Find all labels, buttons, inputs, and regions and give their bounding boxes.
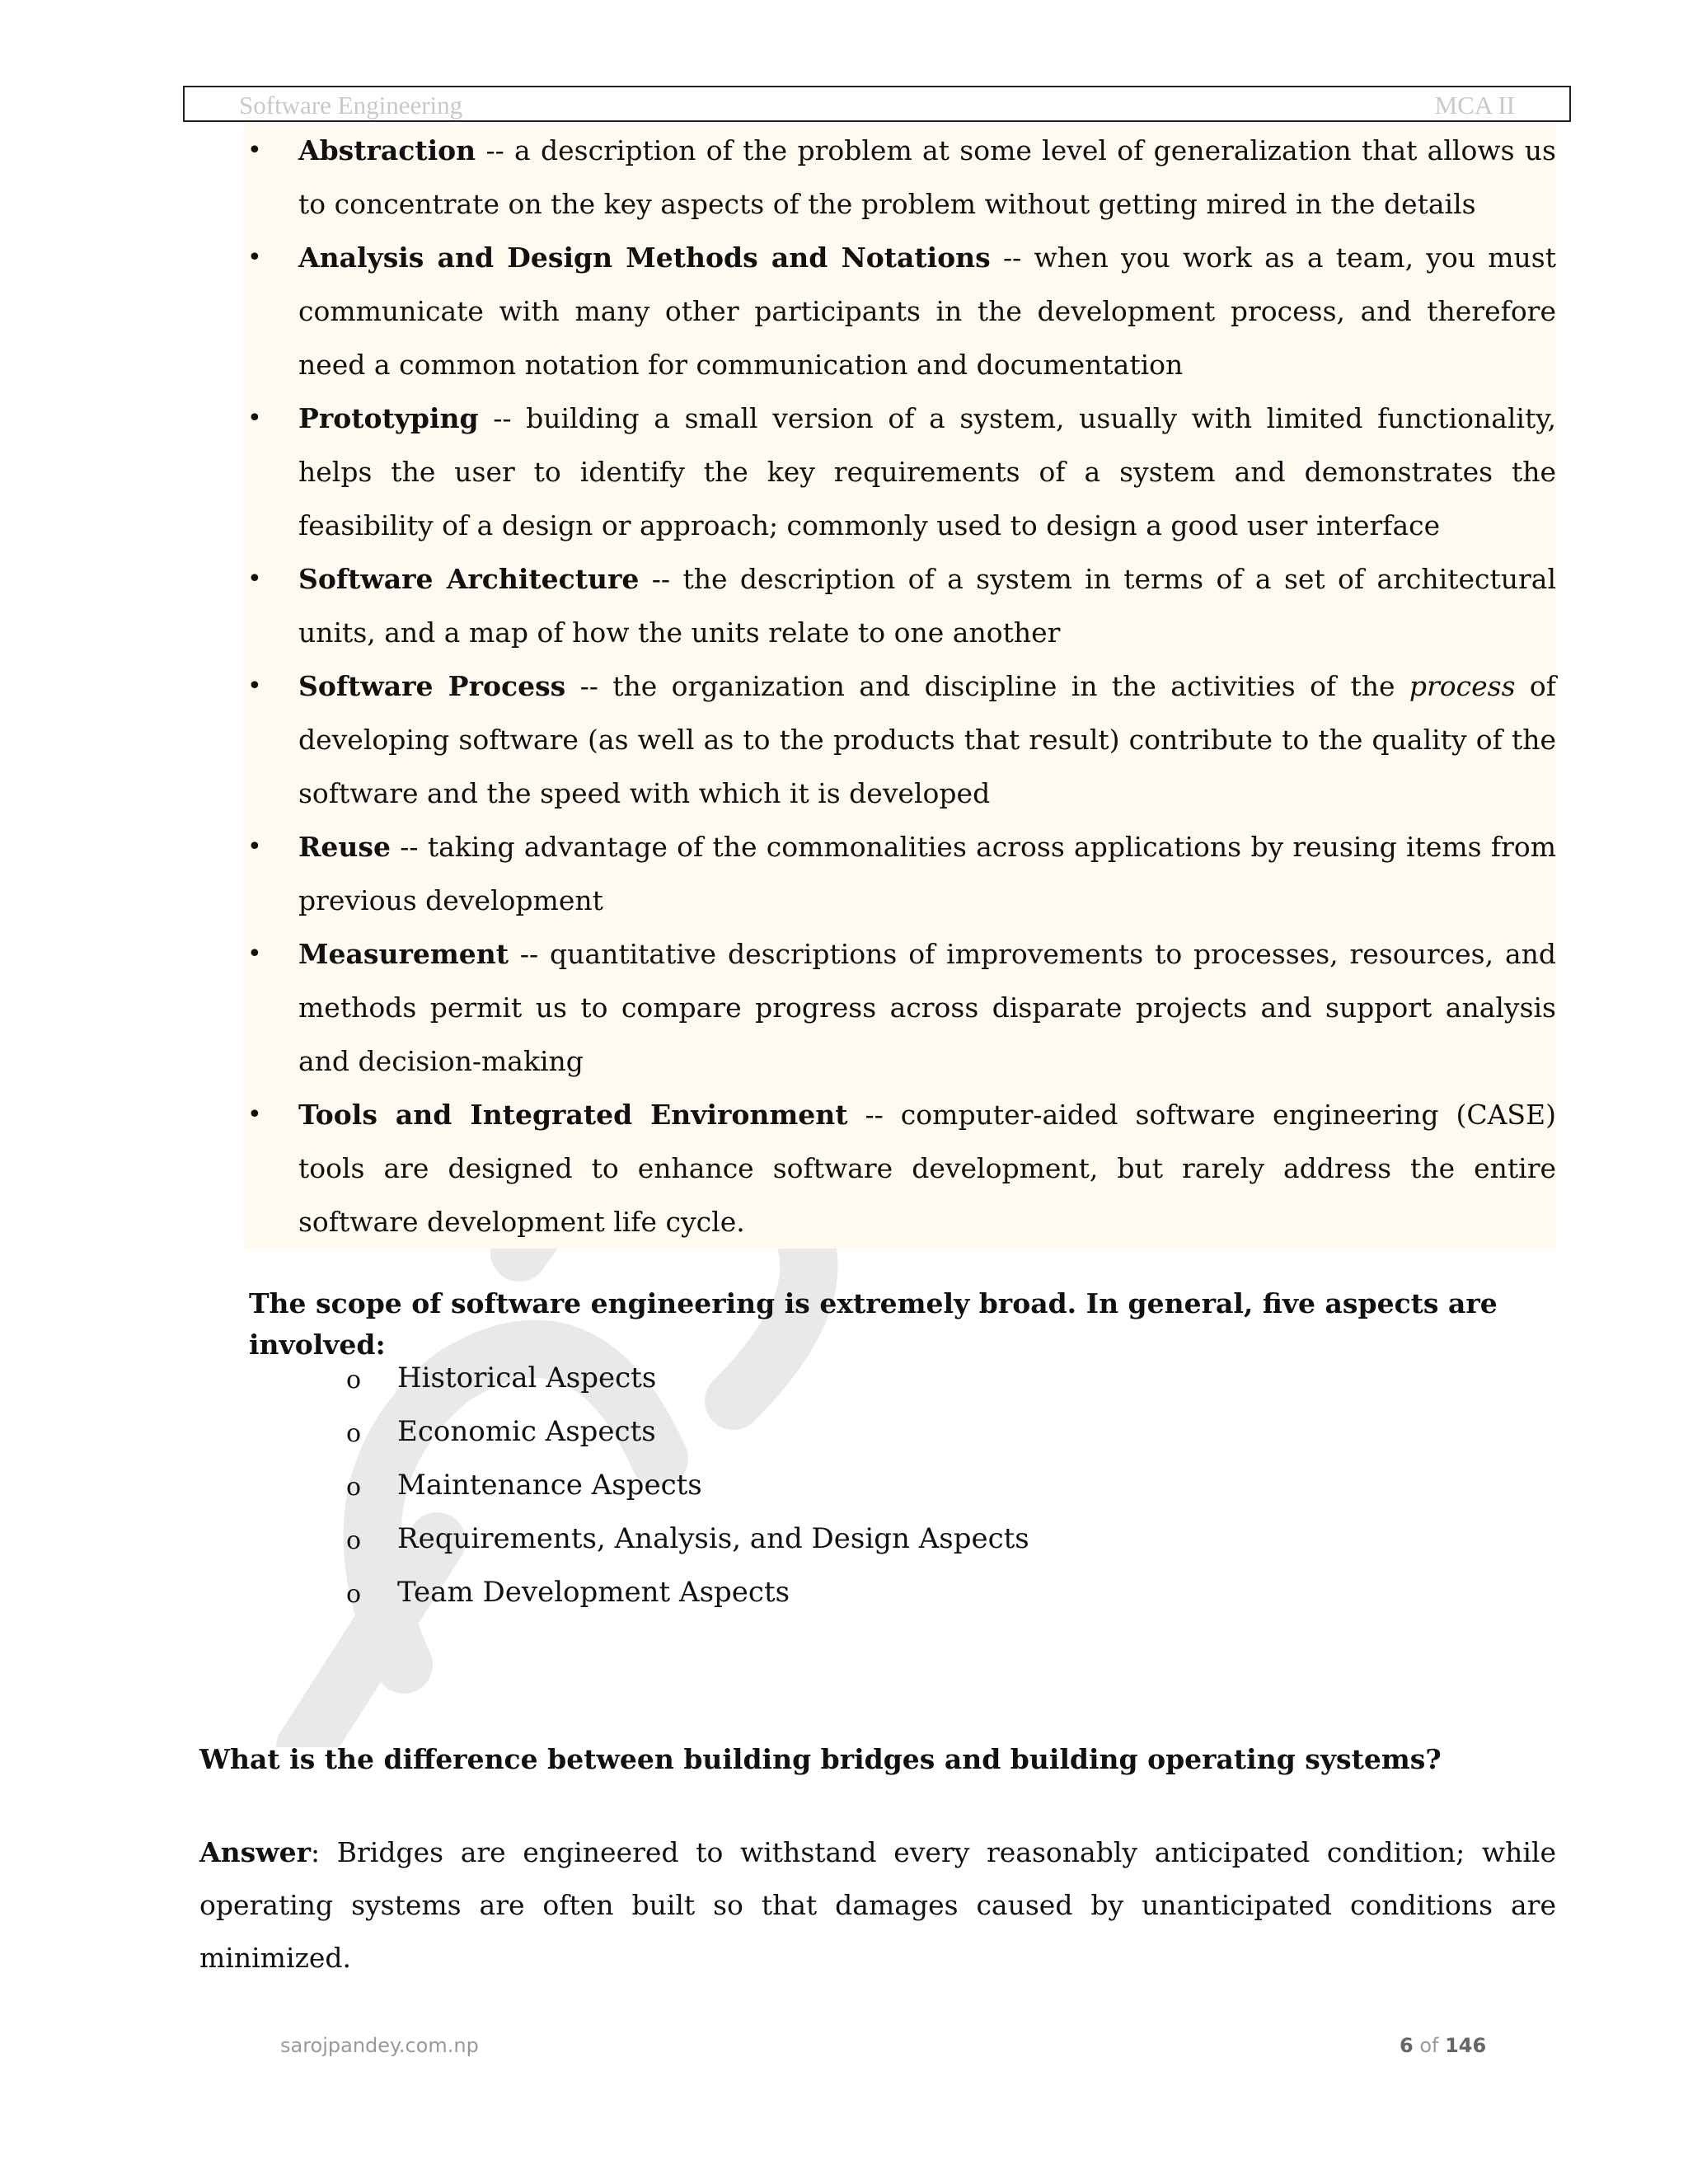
aspect-label: Team Development Aspects: [397, 1576, 790, 1609]
list-item: [244, 552, 1556, 659]
term: Analysis and Design Methods and Notations: [298, 241, 991, 274]
concepts-list: [244, 124, 1556, 1249]
list-item: [346, 1459, 1029, 1512]
description: taking advantage of the commonalities across applications by reusing items from previous development: [298, 831, 1557, 916]
description: the organization and discipline in the activities of the: [612, 670, 1409, 702]
circle-bullet-icon: o: [346, 1526, 362, 1555]
description: a description of the problem at some level of generalization that allows us to concentrate on the key aspects of the problem without getting mired in the details: [298, 134, 1556, 220]
circle-bullet-icon: o: [346, 1580, 362, 1609]
bullet-icon: •: [247, 1100, 262, 1129]
description: the description of a system in terms of a set of architectural units, and a map of how the units relate to one another: [298, 563, 1557, 649]
footer-site: sarojpandey.com.np: [280, 2034, 479, 2057]
bullet-icon: •: [247, 565, 262, 593]
list-item: [244, 124, 1556, 231]
list-item: [346, 1405, 1029, 1459]
page-number: [1400, 2034, 1486, 2057]
list-item: [244, 391, 1556, 552]
description: quantitative descriptions of improvements to processes, resources, and methods permit us to compare progress across disparate projects and support analysis and decision-making: [298, 938, 1556, 1077]
circle-bullet-icon: o: [346, 1473, 362, 1502]
description-emphasis: process: [1409, 670, 1516, 702]
current-page: 6: [1400, 2034, 1414, 2057]
term: Abstraction: [298, 134, 476, 166]
aspect-label: Requirements, Analysis, and Design Aspects: [397, 1522, 1029, 1555]
bullet-icon: •: [247, 832, 262, 861]
header-course-title: Software Engineering: [239, 91, 463, 120]
term: Tools and Integrated Environment: [298, 1099, 848, 1131]
list-item: [346, 1566, 1029, 1619]
separator: --: [847, 1099, 901, 1131]
aspect-label: Economic Aspects: [397, 1415, 656, 1448]
bullet-icon: •: [247, 672, 262, 701]
bullet-icon: •: [247, 243, 262, 272]
list-item: [244, 659, 1556, 820]
page-of-label: of: [1413, 2034, 1446, 2057]
term: Reuse: [298, 831, 391, 863]
term: Prototyping: [298, 402, 479, 434]
total-pages: 146: [1445, 2034, 1487, 2057]
header-class: MCA II: [1434, 91, 1515, 120]
separator: --: [509, 938, 551, 970]
bullet-icon: •: [247, 404, 262, 433]
bullet-icon: •: [247, 940, 262, 968]
list-item: [346, 1512, 1029, 1566]
answer-text: : Bridges are engineered to withstand every reasonably anticipated condition; while operating systems are often built so that damages caused by unanticipated conditions are minimized.: [199, 1836, 1556, 1974]
separator: --: [990, 241, 1034, 274]
page-header: [183, 86, 1571, 122]
scope-heading: The scope of software engineering is extremely broad. In general, five aspects are involved:: [249, 1287, 1498, 1361]
description: computer-aided software engineering (CASE) tools are designed to enhance software development, but rarely address the entire software development life cycle.: [298, 1099, 1556, 1238]
description: when you work as a team, you must communicate with many other participants in the development process, and therefore need a common notation for communication and documentation: [298, 241, 1556, 381]
separator: --: [478, 402, 527, 434]
term: Measurement: [298, 938, 509, 970]
description: building a small version of a system, usually with limited functionality, helps the user to identify the key requirements of a system and demonstrates the feasibility of a design or approach; commonly used to design a good user interface: [298, 402, 1557, 541]
circle-bullet-icon: o: [346, 1419, 362, 1448]
term: Software Process: [298, 670, 566, 702]
list-item: [244, 820, 1556, 927]
list-item: [244, 231, 1556, 391]
separator: --: [565, 670, 613, 702]
aspect-label: Historical Aspects: [397, 1361, 657, 1394]
separator: --: [391, 831, 428, 863]
list-item: [346, 1352, 1029, 1405]
list-item: [244, 927, 1556, 1088]
separator: --: [476, 134, 515, 166]
aspects-list: [346, 1352, 1029, 1619]
answer-paragraph: [199, 1826, 1556, 1985]
term: Software Architecture: [298, 563, 640, 595]
list-item: [244, 1088, 1556, 1249]
separator: --: [639, 563, 683, 595]
question-heading: What is the difference between building bridges and building operating systems?: [199, 1743, 1442, 1775]
circle-bullet-icon: o: [346, 1366, 362, 1394]
answer-label: Answer: [199, 1836, 311, 1868]
description: of developing software (as well as to the products that result) contribute to the quality of the software and the speed with which it is developed: [298, 670, 1556, 809]
aspect-label: Maintenance Aspects: [397, 1469, 702, 1502]
bullet-icon: •: [247, 136, 262, 165]
